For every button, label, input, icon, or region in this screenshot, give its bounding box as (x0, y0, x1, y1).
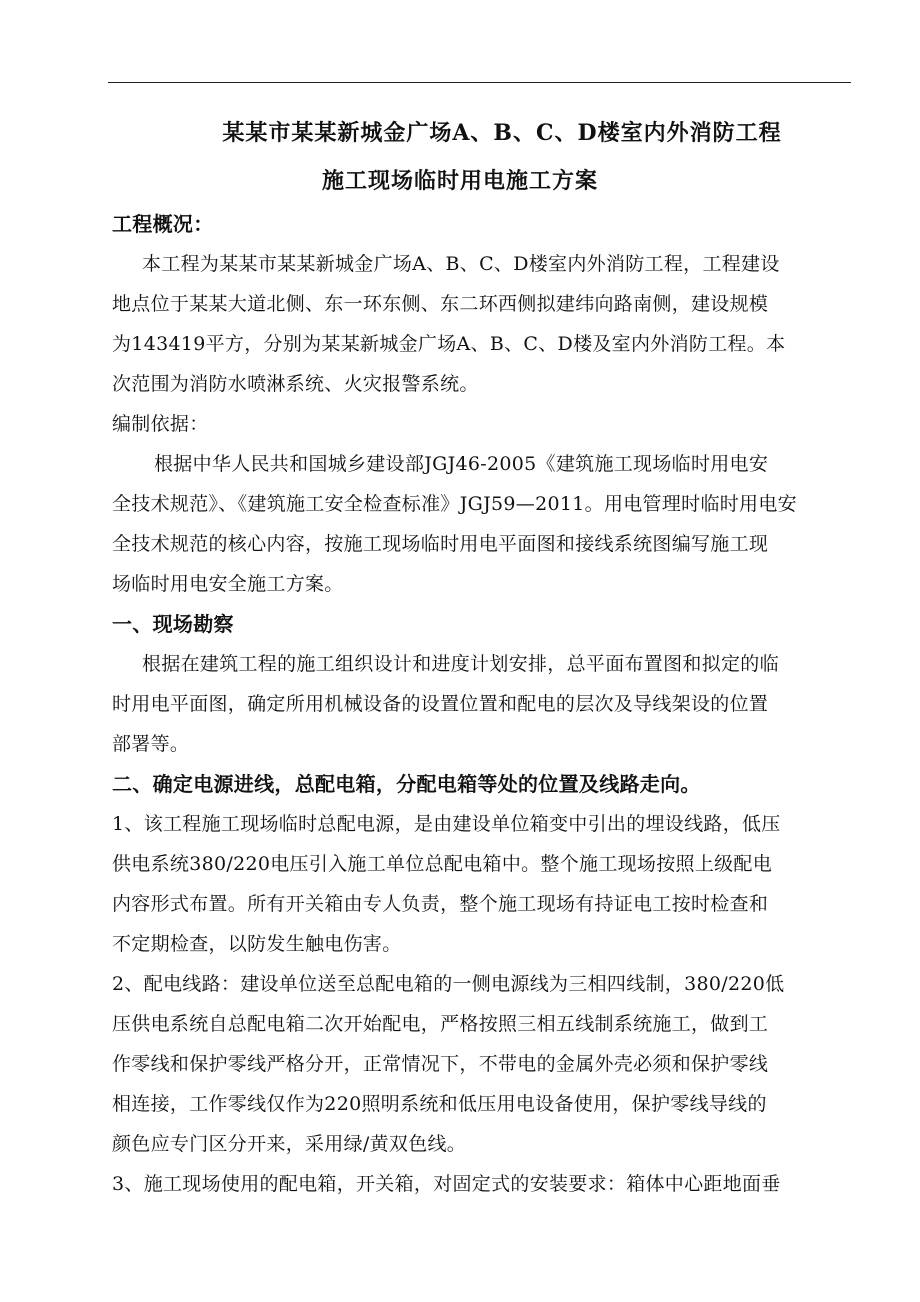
paragraph-line: 颜色应专门区分开来，采用绿/黄双色线。 (112, 1133, 467, 1155)
header-rule (108, 82, 851, 83)
paragraph-line: 全技术规范的核心内容，按施工现场临时用电平面图和接线系统图编写施工现 (112, 533, 769, 555)
paragraph-line: 不定期检查，以防发生触电伤害。 (112, 933, 402, 955)
paragraph-line: 次范围为消防水喷淋系统、火灾报警系统。 (112, 373, 479, 395)
paragraph-line: 地点位于某某大道北侧、东一环东侧、东二环西侧拟建纬向路南侧，建设规模 (112, 293, 769, 315)
overview-section (112, 204, 852, 1204)
paragraph-line: 为143419平方，分别为某某新城金广场A、B、C、D楼及室内外消防工程。本 (112, 333, 786, 355)
paragraph-line: 场临时用电安全施工方案。 (112, 573, 344, 595)
paragraph-line: 3、施工现场使用的配电箱，开关箱，对固定式的安装要求：箱体中心距地面垂 (112, 1173, 781, 1195)
doc-subtitle: 施工现场临时用电施工方案 (321, 168, 598, 194)
paragraph-line: 相连接，工作零线仅作为220照明系统和低压用电设备使用，保护零线导线的 (112, 1093, 767, 1115)
basis-heading: 编制依据： (112, 413, 209, 435)
paragraph-line: 全技术规范》、《建筑施工安全检查标准》JGJ59—2011。用电管理时临时用电安 (112, 493, 797, 515)
paragraph-line: 部署等。 (112, 733, 190, 755)
paragraph-line: 时用电平面图，确定所用机械设备的设置位置和配电的层次及导线架设的位置 (112, 693, 769, 715)
paragraph-line: 本工程为某某市某某新城金广场A、B、C、D楼室内外消防工程，工程建设 (142, 253, 780, 275)
overview-heading: 工程概况： (112, 212, 214, 236)
paragraph-line: 根据在建筑工程的施工组织设计和进度计划安排，总平面布置图和拟定的临 (142, 653, 779, 675)
paragraph-line: 1、该工程施工现场临时总配电源，是由建设单位箱变中引出的埋设线路，低压 (112, 813, 781, 835)
paragraph-line: 供电系统380/220电压引入施工单位总配电箱中。整个施工现场按照上级配电 (112, 853, 773, 875)
paragraph-line: 作零线和保护零线严格分开，正常情况下，不带电的金属外壳必须和保护零线 (112, 1053, 769, 1075)
paragraph-line: 压供电系统自总配电箱二次开始配电，严格按照三相五线制系统施工，做到工 (112, 1013, 769, 1035)
section-2-heading: 二、确定电源进线，总配电箱，分配电箱等处的位置及线路走向。 (112, 772, 701, 796)
paragraph-line: 内容形式布置。所有开关箱由专人负责，整个施工现场有持证电工按时检查和 (112, 893, 769, 915)
paragraph-line: 2、配电线路：建设单位送至总配电箱的一侧电源线为三相四线制，380/220低 (112, 973, 785, 995)
section-1-heading: 一、现场勘察 (112, 612, 234, 636)
paragraph-line: 根据中华人民共和国城乡建设部JGJ46-2005《建筑施工现场临时用电安 (154, 453, 769, 475)
doc-title: 某某市某某新城金广场A、B、C、D楼室内外消防工程 (222, 120, 782, 146)
